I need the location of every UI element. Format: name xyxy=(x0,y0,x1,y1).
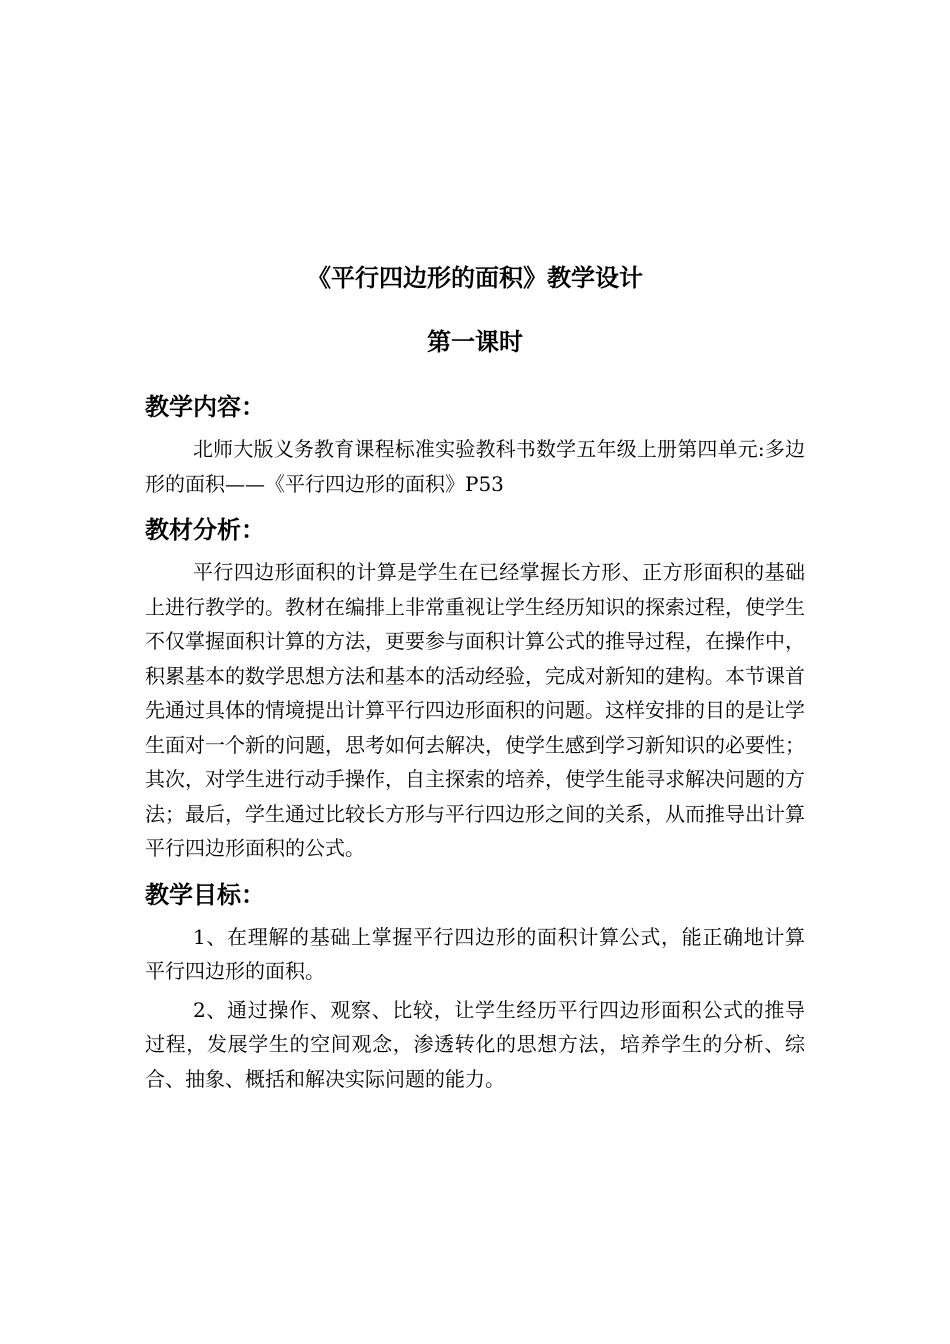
document-page xyxy=(145,258,805,1096)
section-heading-teaching-content: 教学内容： xyxy=(145,392,265,421)
section-heading-teaching-goals: 教学目标： xyxy=(145,879,265,909)
section-heading-material-analysis: 教材分析： xyxy=(145,515,265,544)
document-title: 《平行四边形的面积》教学设计 xyxy=(307,263,643,292)
paragraph-teaching-content: 北师大版义务教育课程标准实验教科书数学五年级上册第四单元:多边形的面积——《平行四边形的面积》P53 xyxy=(145,437,805,496)
paragraph-material-analysis: 平行四边形面积的计算是学生在已经掌握长方形、正方形面积的基础上进行教学的。教材在编排上非常重视让学生经历知识的探索过程，使学生不仅掌握面积计算的方法，更要参与面积计算公式的推导过程，在操作中，积累基本的数学思想方法和基本的活动经验，完成对新知的建构。本节课首先通过具体的情境提出计算平行四边形面积的问题。这样安排的目的是让学生面对一个新的问题，思考如何去解决，使学生感到学习新知识的必要性；其次，对学生进行动手操作，自主探索的培养，使学生能寻求解决问题的方法；最后，学生通过比较长方形与平行四边形之间的关系，从而推导出计算平行四边形面积的公式。 xyxy=(145,560,805,860)
paragraph-goal-1: 1、在理解的基础上掌握平行四边形的面积计算公式，能正确地计算平行四边形的面积。 xyxy=(145,924,805,983)
paragraph-goal-2: 2、通过操作、观察、比较，让学生经历平行四边形面积公式的推导过程，发展学生的空间观念，渗透转化的思想方法，培养学生的分析、综合、抽象、概括和解决实际问题的能力。 xyxy=(145,997,805,1091)
document-subtitle: 第一课时 xyxy=(427,327,523,356)
